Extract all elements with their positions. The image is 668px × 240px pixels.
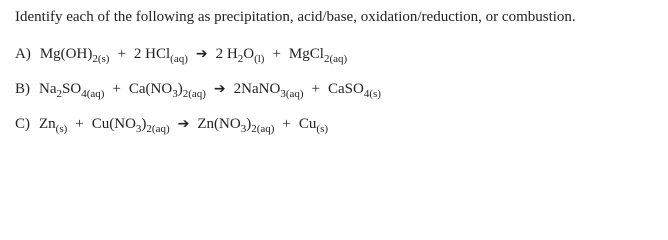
product: $Cu_{(s)}$ bbox=[298, 116, 329, 135]
option-letter: C) bbox=[15, 116, 30, 132]
reaction-list bbox=[15, 46, 381, 151]
option-letter: A) bbox=[15, 46, 31, 62]
reaction-arrow-icon: ➔ bbox=[213, 81, 226, 97]
product: $Zn(NO_3)_{2(aq)}$ bbox=[197, 116, 275, 135]
plus-sign: + bbox=[272, 46, 281, 62]
plus-sign: + bbox=[282, 116, 291, 132]
reactant: 2 HCl$_{(aq)}$ bbox=[133, 46, 188, 65]
question-text: Identify each of the following as precipitation, acid/base, oxidation/reduction, or combustion. bbox=[15, 9, 576, 25]
plus-sign: + bbox=[75, 116, 84, 132]
reaction-arrow-icon: ➔ bbox=[177, 116, 190, 132]
reaction-c bbox=[15, 116, 381, 151]
reactant: $Ca(NO_3)_{2(aq)}$ bbox=[128, 81, 206, 100]
product: MgCl$_{2(aq)}$ bbox=[288, 46, 348, 65]
reactant: $Na_2SO_{4(aq)}$ bbox=[39, 81, 105, 100]
product: 2 $H_2O_{(l)}$ bbox=[215, 46, 265, 65]
plus-sign: + bbox=[112, 81, 121, 97]
plus-sign: + bbox=[117, 46, 126, 62]
plus-sign: + bbox=[311, 81, 320, 97]
reaction-a bbox=[15, 46, 381, 81]
product: CaSO$_{4(s)}$ bbox=[328, 81, 381, 100]
reactant: $Zn_{(s)}$ bbox=[39, 116, 68, 135]
reaction-b bbox=[15, 81, 381, 116]
option-letter: B) bbox=[15, 81, 30, 97]
reactant: $Cu(NO_3)_{2(aq)}$ bbox=[91, 116, 170, 135]
product: 2NaNO$_{3(aq)}$ bbox=[233, 81, 304, 100]
reaction-arrow-icon: ➔ bbox=[195, 46, 208, 62]
reactant: $Mg(OH)_{2(s)}$ bbox=[39, 46, 110, 65]
